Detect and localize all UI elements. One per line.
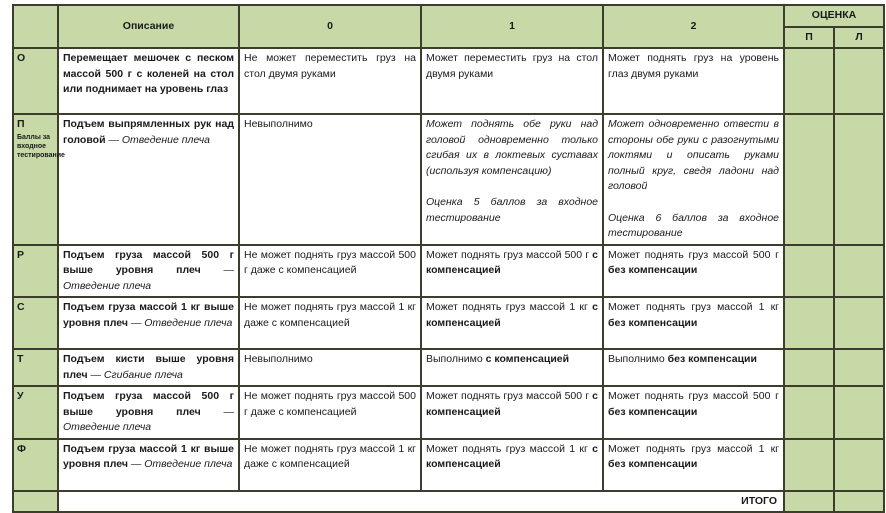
row-description (58, 297, 239, 349)
row-code: У (13, 386, 58, 439)
score-2-cell (603, 245, 784, 298)
description-movement: — Отведение плеча (105, 133, 210, 146)
total-code-cell (13, 491, 58, 513)
assessment-table (12, 4, 885, 513)
score-right-cell[interactable] (784, 297, 834, 349)
score-0-cell: Не может поднять груз массой 1 кг даже с компенсацией (239, 297, 421, 349)
score-1-emphasis: с компенсацией (485, 353, 570, 365)
score-2-text: Может одновременно отвести в стороны обе руки с разогнутыми локтями и описать руками полный круг, сведя ладони над головой (608, 118, 779, 192)
row-code: Ф (13, 439, 58, 491)
score-1-cell: Может переместить груз на стол двумя руками (421, 48, 603, 114)
row-description (58, 439, 239, 491)
row-code: О (13, 48, 58, 114)
header-score-title: ОЦЕНКА (784, 5, 884, 27)
description-movement: — Сгибание плеча (87, 368, 183, 381)
score-2-cell (603, 114, 784, 245)
header-description: Описание (58, 5, 239, 48)
score-1-note: Оценка 5 баллов за входное тестирование (426, 196, 598, 224)
score-2-cell (603, 297, 784, 349)
score-0-cell: Не может поднять груз массой 500 г даже с компенсацией (239, 245, 421, 298)
table-row (13, 297, 884, 349)
score-2-emphasis: без компенсации (608, 316, 698, 329)
description-text: Подъем груза массой 500 г выше уровня плеч (63, 248, 234, 276)
table-row (13, 349, 884, 386)
total-left-cell[interactable] (834, 491, 884, 513)
score-right-cell[interactable] (784, 48, 834, 114)
score-0-cell: Не может поднять груз массой 1 кг даже с компенсацией (239, 439, 421, 491)
score-right-cell[interactable] (784, 386, 834, 439)
description-text: Подъем груза массой 1 кг выше уровня плеч (63, 301, 234, 329)
total-label: ИТОГО (58, 491, 784, 513)
score-2-cell (603, 349, 784, 386)
score-right-cell[interactable] (784, 439, 834, 491)
header-row (13, 5, 884, 27)
score-1-text: Может поднять груз массой 500 г (426, 248, 593, 261)
table-row (13, 245, 884, 298)
score-2-cell: Может поднять груз на уровень глаз двумя руками (603, 48, 784, 114)
score-1-text: Выполнимо (426, 353, 486, 365)
score-left-cell[interactable] (834, 349, 884, 386)
row-description (58, 114, 239, 245)
description-text: Подъем груза массой 500 г выше уровня плеч (63, 390, 234, 418)
score-1-emphasis: с компенсацией (426, 390, 598, 418)
score-1-emphasis: с компенсацией (426, 442, 598, 470)
description-movement: — Отведение плеча (127, 316, 233, 329)
score-right-cell[interactable] (784, 349, 834, 386)
score-2-cell (603, 439, 784, 491)
score-1-text: Может поднять груз массой 1 кг (426, 442, 593, 455)
row-code: С (13, 297, 58, 349)
score-left-cell[interactable] (834, 48, 884, 114)
score-2-text: Может поднять груз массой 500 г (608, 390, 779, 402)
score-left-cell[interactable] (834, 114, 884, 245)
score-1-cell (421, 245, 603, 298)
header-code-cell (13, 5, 58, 48)
score-0-cell: Не может переместить груз на стол двумя руками (239, 48, 421, 114)
total-row (13, 491, 884, 513)
header-score-1: 1 (421, 5, 603, 48)
score-1-text: Может поднять обе руки над головой одновременно только сгибая их в локтевых суставах (используя компенсацию) (426, 118, 598, 177)
score-1-cell (421, 114, 603, 245)
total-right-cell[interactable] (784, 491, 834, 513)
score-1-text: Может поднять груз массой 1 кг (426, 301, 593, 313)
score-2-emphasis: без компенсации (608, 405, 698, 418)
description-movement: — Отведение плеча (127, 458, 233, 470)
score-0-cell: Не может поднять груз массой 500 г даже с компенсацией (239, 386, 421, 439)
description-movement: — Отведение плеча (63, 405, 234, 433)
score-2-emphasis: без компенсации (608, 458, 698, 470)
description-text: Подъем кисти выше уровня плеч (63, 353, 234, 381)
row-code: Р (13, 245, 58, 298)
table-row (13, 439, 884, 491)
row-code-note: Баллы за входное тестирование (17, 133, 65, 159)
row-description (58, 245, 239, 298)
score-2-text: Выполнимо (608, 353, 668, 365)
score-2-text: Может поднять груз массой 500 г (608, 248, 779, 261)
score-left-cell[interactable] (834, 386, 884, 439)
row-description (58, 349, 239, 386)
row-code (13, 114, 65, 245)
table-row (13, 114, 884, 245)
score-2-emphasis: без компенсации (608, 264, 698, 276)
score-1-emphasis: с компенсацией (426, 248, 598, 276)
table-row (13, 48, 884, 114)
description-movement: — Отведение плеча (63, 264, 234, 292)
description-text: Подъем выпрямленных рук над головой (63, 118, 234, 146)
score-2-note: Оценка 6 баллов за входное тестирование (608, 211, 779, 239)
table-row (13, 386, 884, 439)
score-1-cell (421, 349, 603, 386)
score-1-cell (421, 386, 603, 439)
row-description (58, 48, 239, 114)
header-score-0: 0 (239, 5, 421, 48)
score-left-cell[interactable] (834, 245, 884, 298)
header-score-2: 2 (603, 5, 784, 48)
score-0-cell: Невыполнимо (239, 114, 421, 245)
score-left-cell[interactable] (834, 439, 884, 491)
score-2-text: Может поднять груз массой 1 кг (608, 301, 779, 313)
score-left-cell[interactable] (834, 297, 884, 349)
score-0-cell: Невыполнимо (239, 349, 421, 386)
description-text: Перемещает мешочек с песком массой 500 г с коленей на стол или поднимает на уровень глаз (63, 52, 234, 95)
score-1-cell (421, 297, 603, 349)
score-2-text: Может поднять груз массой 1 кг (608, 442, 779, 455)
row-code: Т (13, 349, 58, 386)
header-right: П (784, 27, 834, 49)
score-right-cell[interactable] (784, 245, 834, 298)
score-1-cell (421, 439, 603, 491)
description-text: Подъем груза массой 1 кг выше уровня плеч (63, 442, 234, 470)
score-2-emphasis: без компенсации (667, 353, 757, 365)
row-code-letter: П (17, 118, 25, 130)
score-1-text: Может поднять груз массой 500 г (426, 390, 593, 402)
row-description (58, 386, 239, 439)
header-left: Л (834, 27, 884, 49)
score-right-cell[interactable] (784, 114, 834, 245)
score-1-emphasis: с компенсацией (426, 301, 598, 329)
score-2-cell (603, 386, 784, 439)
